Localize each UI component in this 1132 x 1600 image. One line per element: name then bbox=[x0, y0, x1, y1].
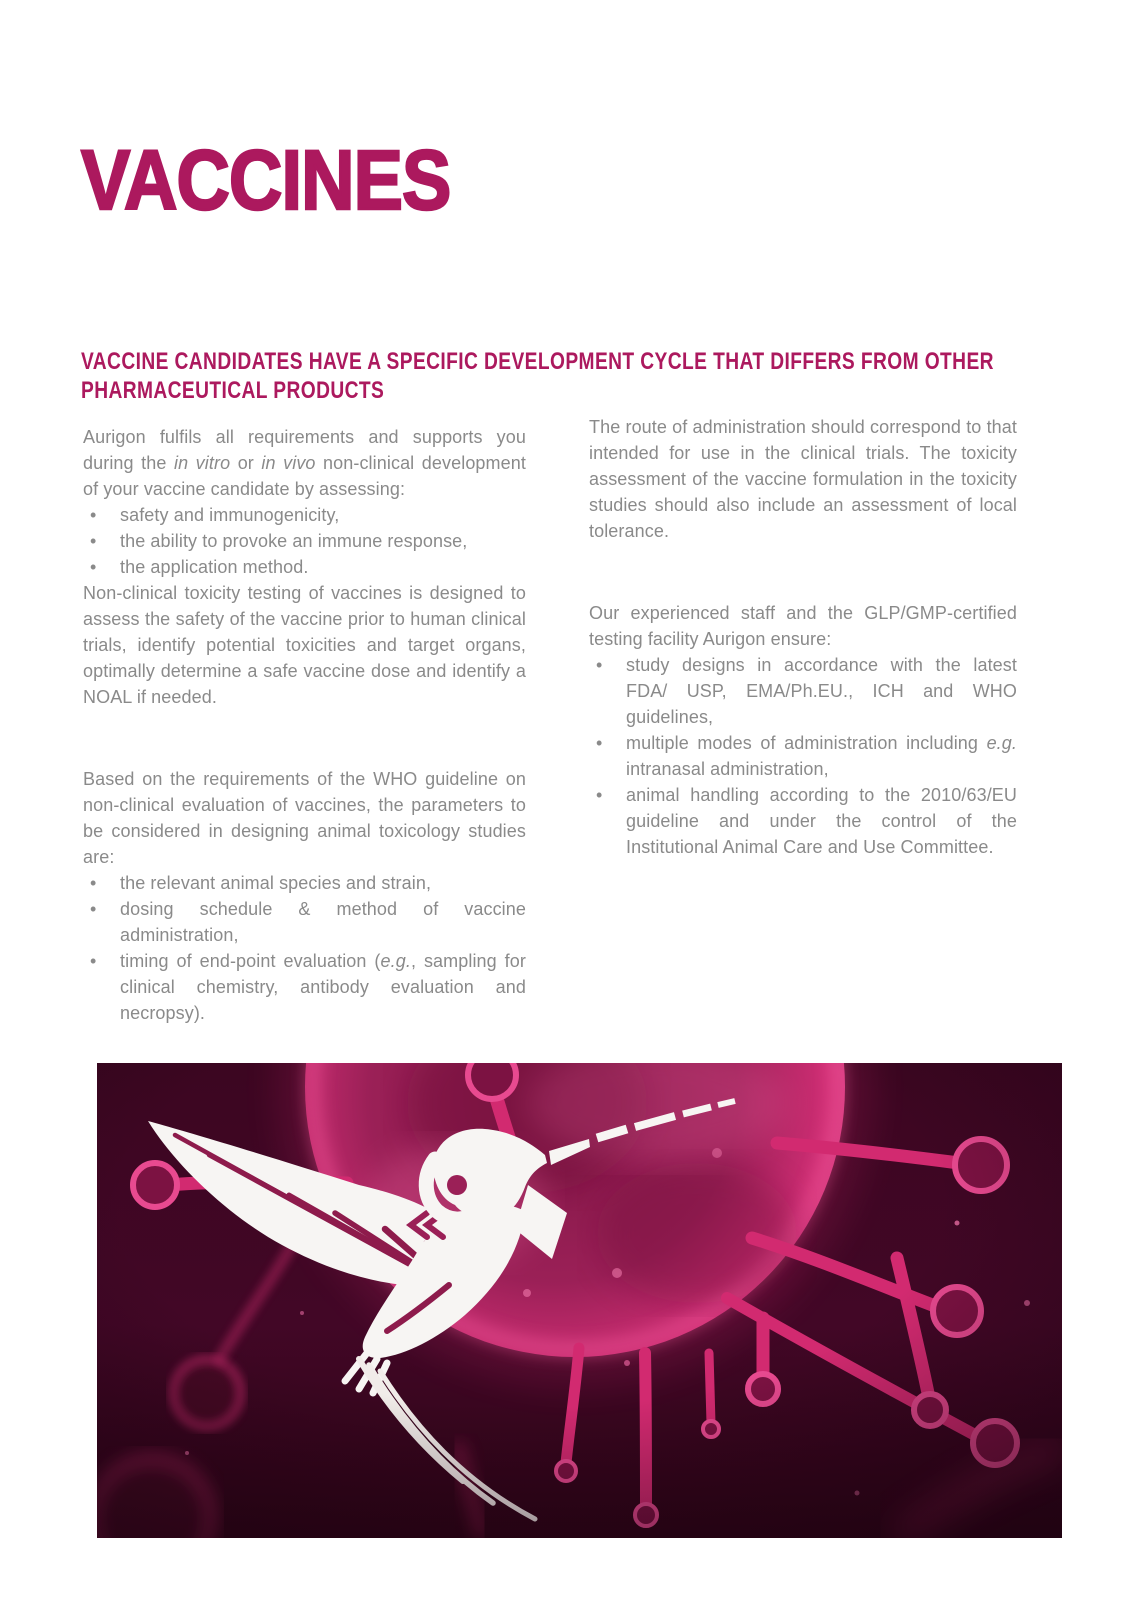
text-run: dosing schedule & method of vaccine administration, bbox=[120, 899, 526, 945]
bullet-item bbox=[83, 948, 526, 1026]
text-run: animal handling according to the 2010/63/EU guideline and under the control of the Institutional Animal Care and Use Committee. bbox=[626, 785, 1017, 857]
bullet-marker: • bbox=[90, 873, 97, 893]
right-text-column bbox=[589, 414, 1017, 860]
body-paragraph bbox=[589, 600, 1017, 652]
bullet-item bbox=[83, 896, 526, 948]
text-run: intranasal administration, bbox=[626, 759, 829, 779]
bullet-list bbox=[83, 502, 526, 580]
text-run: or bbox=[230, 453, 262, 473]
text-run: non-clinical development of your vaccine candidate by assessing: bbox=[83, 453, 526, 499]
bullet-marker: • bbox=[596, 785, 603, 805]
section-heading: VACCINE CANDIDATES HAVE A SPECIFIC DEVELOPMENT CYCLE THAT DIFFERS FROM OTHER PHARMACEUTICAL PRODUCTS bbox=[81, 348, 994, 404]
bullet-marker: • bbox=[90, 557, 97, 577]
text-run: Non-clinical toxicity testing of vaccines is designed to assess the safety of the vaccine prior to human clinical trials, identify potential toxicities and target organs, optimally determine a safe vaccine dose and identify a NOAL if needed. bbox=[83, 583, 526, 707]
text-run: the relevant animal species and strain, bbox=[120, 873, 432, 893]
virus-illustration-svg bbox=[97, 1063, 1062, 1538]
body-paragraph bbox=[83, 766, 526, 870]
bullet-item bbox=[589, 652, 1017, 730]
body-paragraph bbox=[589, 414, 1017, 544]
bullet-marker: • bbox=[90, 899, 97, 919]
body-paragraph bbox=[83, 424, 526, 502]
text-run: study designs in accordance with the latest FDA/ USP, EMA/Ph.EU., ICH and WHO guidelines, bbox=[626, 655, 1017, 727]
bullet-list bbox=[83, 870, 526, 1026]
text-run: Based on the requirements of the WHO guideline on non-clinical evaluation of vaccines, the parameters to be considered in designing animal toxicology studies are: bbox=[83, 769, 526, 867]
figure-hummingbird-virus bbox=[97, 1063, 1062, 1538]
bullet-marker: • bbox=[90, 951, 97, 971]
text-run: timing of end-point evaluation ( bbox=[120, 951, 381, 971]
italic-text-run: e.g. bbox=[380, 951, 411, 971]
bullet-marker: • bbox=[90, 531, 97, 551]
text-run: , sampling for clinical chemistry, antibody evaluation and necropsy). bbox=[120, 951, 526, 1023]
body-paragraph bbox=[83, 580, 526, 710]
text-run: Our experienced staff and the GLP/GMP-certified testing facility Aurigon ensure: bbox=[589, 603, 1017, 649]
bullet-marker: • bbox=[90, 505, 97, 525]
bullet-item bbox=[83, 528, 526, 554]
text-run: the ability to provoke an immune response, bbox=[120, 531, 468, 551]
text-run: The route of administration should correspond to that intended for use in the clinical trials. The toxicity assessment of the vaccine formulation in the toxicity studies should also include an assessment of local tolerance. bbox=[589, 417, 1017, 541]
page-title: VACCINES bbox=[81, 133, 451, 227]
italic-text-run: in vivo bbox=[261, 453, 316, 473]
bullet-marker: • bbox=[596, 655, 603, 675]
left-text-column bbox=[83, 424, 526, 1026]
italic-text-run: e.g. bbox=[986, 733, 1017, 753]
bullet-marker: • bbox=[596, 733, 603, 753]
bullet-item bbox=[83, 502, 526, 528]
text-run: the application method. bbox=[120, 557, 309, 577]
vignette-overlay bbox=[97, 1063, 1062, 1538]
italic-text-run: in vitro bbox=[173, 453, 231, 473]
bullet-item bbox=[83, 870, 526, 896]
bullet-item bbox=[589, 730, 1017, 782]
bullet-item bbox=[83, 554, 526, 580]
text-run: Aurigon fulfils all requirements and supports you during the bbox=[83, 427, 526, 473]
text-run: safety and immunogenicity, bbox=[120, 505, 340, 525]
text-run: multiple modes of administration including bbox=[626, 733, 987, 753]
bullet-list bbox=[589, 652, 1017, 860]
bullet-item bbox=[589, 782, 1017, 860]
